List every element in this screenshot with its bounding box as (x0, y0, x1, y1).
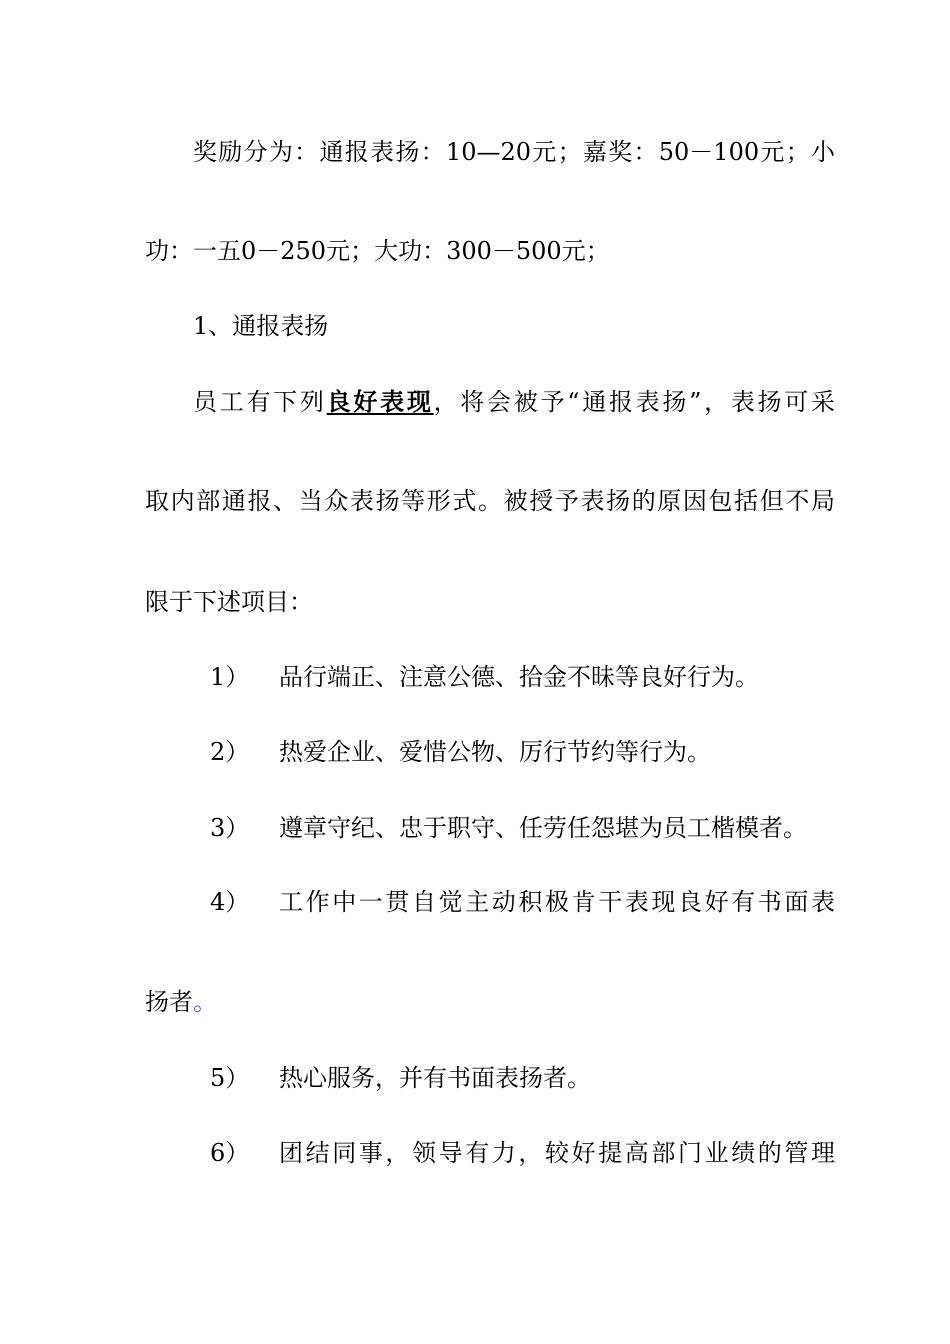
list-item-number: 1） (210, 663, 250, 691)
intro-line-2: 取内部通报、当众表扬等形式。被授予表扬的原因包括但不局 (145, 487, 835, 515)
list-item-number: 3） (210, 814, 250, 842)
continuation-period: 。 (193, 988, 217, 1016)
intro-suffix: ，将会被予“通报表扬”，表扬可采 (433, 388, 836, 416)
rewards-line-2: 功：一五0－250元；大功：300－500元； (145, 237, 610, 265)
list-item-text: 品行端正、注意公德、拾金不昧等良好行为。 (279, 663, 759, 691)
intro-prefix: 员工有下列 (193, 388, 327, 416)
intro-emphasis: 良好表现 (326, 387, 434, 416)
list-item-text: 工作中一贯自觉主动积极肯干表现良好有书面表 (279, 888, 835, 916)
list-item-text: 热心服务，并有书面表扬者。 (279, 1064, 591, 1092)
list-item-number: 6） (210, 1139, 250, 1167)
list-item-text: 遵章守纪、忠于职守、任劳任怨堪为员工楷模者。 (279, 814, 807, 842)
list-item-number: 4） (210, 888, 250, 916)
list-item-continuation (145, 986, 835, 1018)
list-item-text: 热爱企业、爱惜公物、厉行节约等行为。 (279, 738, 711, 766)
list-item-number: 2） (210, 738, 250, 766)
list-item-text: 团结同事，领导有力，较好提高部门业绩的管理 (279, 1139, 835, 1167)
list-item-number: 5） (210, 1064, 250, 1092)
rewards-line-1: 奖励分为：通报表扬：10—20元；嘉奖：50－100元；小 (193, 138, 835, 166)
continuation-text: 扬者 (145, 988, 193, 1016)
intro-line-1 (193, 386, 835, 418)
intro-line-3: 限于下述项目： (145, 588, 313, 616)
section-heading: 1、通报表扬 (193, 312, 329, 340)
